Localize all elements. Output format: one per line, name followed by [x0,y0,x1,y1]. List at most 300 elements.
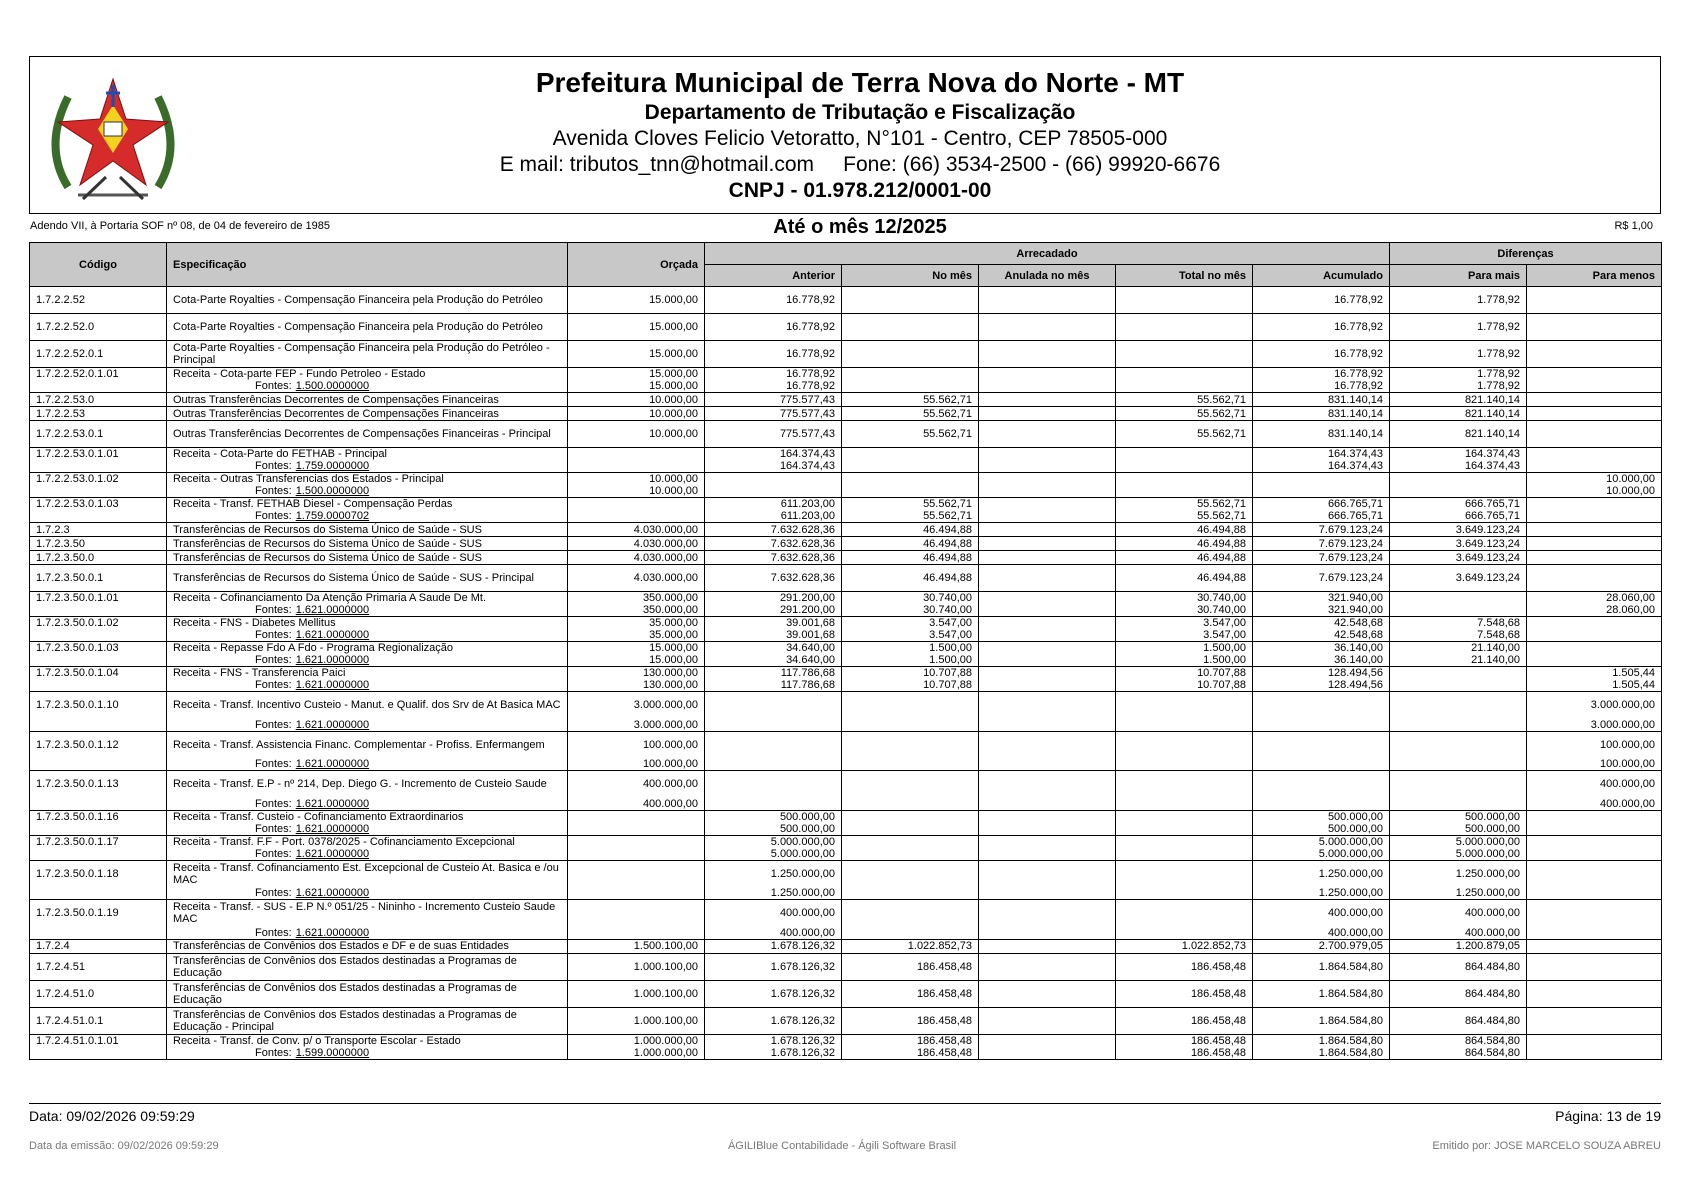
cell-orcada: 15.000,00 [568,287,705,314]
cell-para-menos [1527,953,1662,980]
cell-anterior [705,719,842,732]
fontes-row [30,510,1662,523]
cell-codigo: 1.7.2.3.50 [30,537,167,551]
cell-orcada: 35.000,00 [568,629,705,642]
fontes-value: 1.621.0000000 [295,604,370,616]
cell-orcada: 4.030.000,00 [568,523,705,537]
cell-especificacao [167,848,568,861]
cell-para-menos: 100.000,00 [1527,731,1662,758]
revenue-table [29,242,1662,1060]
cell-orcada: 350.000,00 [568,604,705,617]
cell-para-menos [1527,860,1662,887]
cell-anterior: 7.632.628,36 [705,523,842,537]
table-row [30,1034,1662,1047]
cell-anulada [979,287,1116,314]
cell-especificacao: Receita - Transf. Custeio - Cofinanciamento Extraordinarios [167,810,568,823]
cell-orcada: 100.000,00 [568,731,705,758]
table-row [30,407,1662,421]
cell-acumulado: 128.494,56 [1253,667,1390,680]
cell-orcada: 10.000,00 [568,407,705,421]
cell-anulada [979,460,1116,473]
cell-especificacao: Transferências de Convênios dos Estados destinadas a Programas de Educação [167,953,568,980]
cell-total: 10.707,88 [1116,679,1253,692]
cell-acumulado: 5.000.000,00 [1253,835,1390,848]
cell-total [1116,927,1253,940]
cell-especificacao: Cota-Parte Royalties - Compensação Financeira pela Produção do Petróleo [167,287,568,314]
cell-anterior: 611.203,00 [705,510,842,523]
cell-anterior: 611.203,00 [705,498,842,511]
cell-no-mes [842,810,979,823]
cell-acumulado: 5.000.000,00 [1253,848,1390,861]
cell-acumulado: 16.778,92 [1253,380,1390,393]
period-title: Até o mês 12/2025 [773,216,947,238]
cell-no-mes: 55.562,71 [842,393,979,407]
cell-para-mais [1390,731,1527,758]
cell-para-mais: 164.374,43 [1390,448,1527,461]
cell-especificacao [167,798,568,811]
cell-orcada [568,510,705,523]
address: Avenida Cloves Felicio Vetoratto, N°101 - Centro, CEP 78505-000 [552,127,1168,150]
cell-orcada: 400.000,00 [568,798,705,811]
cell-total [1116,485,1253,498]
fontes-label: Fontes: [255,679,292,691]
table-row [30,953,1662,980]
cell-para-mais: 5.000.000,00 [1390,835,1527,848]
cell-codigo [30,758,167,771]
cell-codigo: 1.7.2.3.50.0 [30,551,167,565]
cell-no-mes: 186.458,48 [842,1007,979,1034]
cell-para-mais [1390,473,1527,486]
cell-anterior [705,692,842,719]
cell-no-mes [842,368,979,381]
fontes-value: 1.621.0000000 [295,887,370,899]
cell-orcada: 400.000,00 [568,771,705,798]
cell-especificacao: Transferências de Recursos do Sistema Único de Saúde - SUS [167,551,568,565]
cell-total: 55.562,71 [1116,498,1253,511]
cell-anulada [979,810,1116,823]
cell-total [1116,860,1253,887]
cell-codigo: 1.7.2.2.53.0.1 [30,421,167,448]
cell-para-menos: 28.060,00 [1527,592,1662,605]
cell-anterior: 5.000.000,00 [705,835,842,848]
cell-especificacao: Transferências de Recursos do Sistema Único de Saúde - SUS [167,537,568,551]
cell-total: 186.458,48 [1116,1047,1253,1060]
cell-anulada [979,731,1116,758]
page-number: Página: 13 de 19 [1555,1108,1661,1124]
table-row [30,771,1662,798]
cell-orcada [568,900,705,927]
fontes-row [30,719,1662,732]
cell-para-menos [1527,421,1662,448]
cell-anulada [979,368,1116,381]
cell-para-mais: 3.649.123,24 [1390,565,1527,592]
cell-anterior: 291.200,00 [705,604,842,617]
cell-total: 55.562,71 [1116,407,1253,421]
cell-no-mes: 55.562,71 [842,510,979,523]
cell-no-mes: 46.494,88 [842,565,979,592]
col-especificacao: Especificação [167,243,568,287]
cell-total [1116,460,1253,473]
cell-anulada [979,380,1116,393]
cell-no-mes [842,692,979,719]
cell-para-mais [1390,692,1527,719]
cell-total: 55.562,71 [1116,421,1253,448]
fontes-value: 1.621.0000000 [295,822,370,835]
cell-anterior: 34.640,00 [705,642,842,655]
cell-para-mais: 164.374,43 [1390,460,1527,473]
fontes-label: Fontes: [255,718,292,731]
cell-codigo [30,654,167,667]
cell-orcada [568,927,705,940]
cell-total [1116,473,1253,486]
cell-para-mais: 500.000,00 [1390,823,1527,836]
cell-acumulado: 164.374,43 [1253,448,1390,461]
col-codigo: Código [30,243,167,287]
cell-no-mes [842,823,979,836]
cell-anterior: 5.000.000,00 [705,848,842,861]
cell-para-menos [1527,287,1662,314]
cell-anulada [979,473,1116,486]
cell-no-mes [842,798,979,811]
cell-anterior: 775.577,43 [705,393,842,407]
cell-acumulado: 1.864.584,80 [1253,1047,1390,1060]
cell-codigo [30,380,167,393]
cell-acumulado: 400.000,00 [1253,900,1390,927]
col-para-mais: Para mais [1390,265,1527,287]
cell-orcada: 1.000.100,00 [568,953,705,980]
cell-para-mais [1390,679,1527,692]
cell-para-mais [1390,604,1527,617]
table-row [30,642,1662,655]
cell-para-menos: 3.000.000,00 [1527,692,1662,719]
cell-anulada [979,617,1116,630]
cell-codigo: 1.7.2.3.50.0.1.19 [30,900,167,927]
table-row [30,473,1662,486]
cell-total [1116,719,1253,732]
cell-especificacao: Transferências de Convênios dos Estados destinadas a Programas de Educação - Principal [167,1007,568,1034]
cell-anterior: 39.001,68 [705,629,842,642]
cell-anterior: 1.678.126,32 [705,980,842,1007]
table-row [30,565,1662,592]
cell-especificacao: Transferências de Recursos do Sistema Único de Saúde - SUS [167,523,568,537]
cell-acumulado [1253,692,1390,719]
cell-anulada [979,642,1116,655]
cell-especificacao: Transferências de Recursos do Sistema Único de Saúde - SUS - Principal [167,565,568,592]
cell-total: 30.740,00 [1116,604,1253,617]
cell-total [1116,771,1253,798]
fontes-label: Fontes: [255,926,292,939]
cell-especificacao: Receita - Transf. E.P - nº 214, Dep. Diego G. - Incremento de Custeio Saude [167,771,568,798]
cell-codigo [30,485,167,498]
cell-orcada [568,460,705,473]
cell-anulada [979,758,1116,771]
cell-para-menos [1527,629,1662,642]
cell-anterior: 34.640,00 [705,654,842,667]
cell-acumulado: 321.940,00 [1253,604,1390,617]
cell-anterior: 39.001,68 [705,617,842,630]
cell-para-mais [1390,758,1527,771]
cell-anulada [979,537,1116,551]
cell-para-menos [1527,314,1662,341]
cell-orcada: 10.000,00 [568,473,705,486]
cell-no-mes: 30.740,00 [842,604,979,617]
col-no-mes: No mês [842,265,979,287]
cell-total: 1.500,00 [1116,654,1253,667]
cell-acumulado: 321.940,00 [1253,592,1390,605]
fontes-value: 1.621.0000000 [295,718,370,731]
cell-codigo: 1.7.2.3 [30,523,167,537]
cell-especificacao [167,823,568,836]
cell-total [1116,731,1253,758]
cell-no-mes: 55.562,71 [842,498,979,511]
cell-para-menos: 10.000,00 [1527,473,1662,486]
cell-anterior: 117.786,68 [705,667,842,680]
cell-anulada [979,771,1116,798]
cell-acumulado: 7.679.123,24 [1253,565,1390,592]
cell-anterior: 16.778,92 [705,380,842,393]
cell-para-menos: 1.505,44 [1527,679,1662,692]
cell-para-menos [1527,939,1662,953]
cell-orcada [568,810,705,823]
table-row [30,448,1662,461]
col-group-arrecadado: Arrecadado [705,243,1390,265]
cell-acumulado: 7.679.123,24 [1253,537,1390,551]
cell-anterior: 164.374,43 [705,448,842,461]
cell-para-mais [1390,771,1527,798]
currency-unit: R$ 1,00 [1614,220,1653,232]
fontes-label: Fontes: [255,822,292,835]
cell-para-menos [1527,617,1662,630]
cell-orcada [568,823,705,836]
cell-para-mais: 864.484,80 [1390,953,1527,980]
cell-no-mes: 30.740,00 [842,592,979,605]
cell-orcada: 1.000.000,00 [568,1034,705,1047]
cell-para-menos [1527,1007,1662,1034]
contact-info: E mail: tributos_tnn@hotmail.com Fone: (66) 3534-2500 - (66) 99920-6676 [499,153,1221,176]
cell-codigo: 1.7.2.4 [30,939,167,953]
cell-no-mes [842,341,979,368]
cell-para-mais: 1.778,92 [1390,287,1527,314]
cell-total [1116,798,1253,811]
cell-para-mais: 821.140,14 [1390,407,1527,421]
cell-codigo: 1.7.2.2.53.0.1.03 [30,498,167,511]
cell-especificacao: Receita - Transf. de Conv. p/ o Transporte Escolar - Estado [167,1034,568,1047]
cell-para-mais: 3.649.123,24 [1390,523,1527,537]
cell-codigo [30,460,167,473]
cell-especificacao: Receita - Transf. Cofinanciamento Est. Excepcional de Custeio At. Basica e /ou MAC [167,860,568,887]
fontes-label: Fontes: [255,1046,292,1059]
cell-para-mais: 3.649.123,24 [1390,551,1527,565]
cell-para-mais: 864.484,80 [1390,980,1527,1007]
fontes-value: 1.500.0000000 [295,485,370,497]
cell-total: 55.562,71 [1116,393,1253,407]
cell-para-menos [1527,523,1662,537]
cell-total [1116,887,1253,900]
cell-especificacao: Cota-Parte Royalties - Compensação Financeira pela Produção do Petróleo - Principal [167,341,568,368]
cell-para-menos [1527,1034,1662,1047]
table-row [30,368,1662,381]
fontes-row [30,848,1662,861]
cell-orcada [568,848,705,861]
cell-no-mes: 1.500,00 [842,654,979,667]
cell-para-menos [1527,848,1662,861]
cell-total: 3.547,00 [1116,617,1253,630]
cell-total: 186.458,48 [1116,1007,1253,1034]
cell-para-menos [1527,510,1662,523]
cell-para-menos: 3.000.000,00 [1527,719,1662,732]
cell-total: 46.494,88 [1116,537,1253,551]
cell-anulada [979,448,1116,461]
cell-para-mais: 821.140,14 [1390,421,1527,448]
cell-para-menos [1527,810,1662,823]
cell-no-mes [842,848,979,861]
cell-para-menos [1527,654,1662,667]
cell-no-mes: 1.500,00 [842,642,979,655]
fontes-label: Fontes: [255,510,292,522]
cell-codigo: 1.7.2.2.53.0 [30,393,167,407]
cell-anulada [979,565,1116,592]
cell-acumulado: 16.778,92 [1253,341,1390,368]
table-row [30,421,1662,448]
cell-acumulado: 831.140,14 [1253,407,1390,421]
cell-orcada: 15.000,00 [568,368,705,381]
cell-especificacao [167,887,568,900]
cell-acumulado: 42.548,68 [1253,617,1390,630]
cell-anterior: 775.577,43 [705,407,842,421]
cell-anterior [705,485,842,498]
cell-orcada: 15.000,00 [568,654,705,667]
cell-codigo: 1.7.2.3.50.0.1.17 [30,835,167,848]
col-para-menos: Para menos [1527,265,1662,287]
cell-no-mes: 46.494,88 [842,551,979,565]
cell-para-menos [1527,380,1662,393]
cell-no-mes: 10.707,88 [842,679,979,692]
cell-orcada: 1.500.100,00 [568,939,705,953]
cell-anulada [979,835,1116,848]
cell-anterior: 1.678.126,32 [705,1034,842,1047]
cell-anterior: 1.678.126,32 [705,953,842,980]
cell-anulada [979,485,1116,498]
cell-orcada: 3.000.000,00 [568,692,705,719]
cell-anterior: 164.374,43 [705,460,842,473]
cell-anulada [979,523,1116,537]
cell-orcada: 10.000,00 [568,393,705,407]
cell-para-menos [1527,341,1662,368]
cell-para-menos [1527,537,1662,551]
table-row [30,314,1662,341]
cell-para-mais: 500.000,00 [1390,810,1527,823]
col-orcada: Orçada [568,243,705,287]
cell-acumulado: 666.765,71 [1253,498,1390,511]
cell-especificacao [167,654,568,667]
cell-anulada [979,848,1116,861]
cell-total [1116,380,1253,393]
cell-no-mes [842,731,979,758]
cell-anterior: 500.000,00 [705,810,842,823]
fontes-row [30,380,1662,393]
cell-codigo: 1.7.2.2.52.0.1.01 [30,368,167,381]
cell-acumulado: 1.250.000,00 [1253,887,1390,900]
cell-codigo: 1.7.2.4.51.0.1 [30,1007,167,1034]
table-row [30,287,1662,314]
cell-total [1116,314,1253,341]
cell-para-menos [1527,448,1662,461]
cell-para-menos: 28.060,00 [1527,604,1662,617]
cell-para-menos: 400.000,00 [1527,798,1662,811]
table-row [30,617,1662,630]
cell-especificacao: Receita - Transf. Assistencia Financ. Complementar - Profiss. Enfermangem [167,731,568,758]
table-row [30,551,1662,565]
cell-anulada [979,421,1116,448]
cell-anulada [979,654,1116,667]
fontes-row [30,758,1662,771]
cell-anulada [979,953,1116,980]
cell-para-mais: 21.140,00 [1390,654,1527,667]
cell-anulada [979,798,1116,811]
cell-anulada [979,510,1116,523]
print-date: Data: 09/02/2026 09:59:29 [29,1108,195,1124]
fontes-label: Fontes: [255,460,292,472]
table-row [30,939,1662,953]
cell-para-menos [1527,980,1662,1007]
cell-anterior [705,771,842,798]
fontes-label: Fontes: [255,758,292,770]
fontes-row [30,679,1662,692]
table-row [30,900,1662,927]
cell-codigo: 1.7.2.3.50.0.1.02 [30,617,167,630]
fontes-row [30,1047,1662,1060]
cell-anterior: 16.778,92 [705,368,842,381]
cell-acumulado: 16.778,92 [1253,287,1390,314]
cell-especificacao: Receita - Cota-Parte do FETHAB - Principal [167,448,568,461]
cell-para-menos [1527,565,1662,592]
cell-especificacao: Receita - Transf. FETHAB Diesel - Compensação Perdas [167,498,568,511]
cell-anulada [979,407,1116,421]
cell-no-mes: 3.547,00 [842,629,979,642]
cell-para-mais: 864.584,80 [1390,1034,1527,1047]
fontes-row [30,654,1662,667]
cell-codigo: 1.7.2.2.53.0.1.01 [30,448,167,461]
cell-no-mes: 55.562,71 [842,421,979,448]
cell-para-mais: 1.778,92 [1390,314,1527,341]
cell-codigo: 1.7.2.3.50.0.1.03 [30,642,167,655]
cell-anulada [979,900,1116,927]
col-acumulado: Acumulado [1253,265,1390,287]
cell-total: 1.500,00 [1116,642,1253,655]
cell-acumulado: 1.250.000,00 [1253,860,1390,887]
fontes-row [30,927,1662,940]
cell-acumulado: 164.374,43 [1253,460,1390,473]
cell-anulada [979,1007,1116,1034]
cell-total [1116,368,1253,381]
cell-total [1116,900,1253,927]
cell-anterior: 7.632.628,36 [705,565,842,592]
cell-total [1116,848,1253,861]
cell-acumulado: 7.679.123,24 [1253,523,1390,537]
table-row [30,592,1662,605]
cell-para-menos [1527,551,1662,565]
cell-para-mais: 7.548,68 [1390,617,1527,630]
cell-especificacao: Receita - Transf. F.F - Port. 0378/2025 - Cofinanciamento Excepcional [167,835,568,848]
cell-para-mais [1390,719,1527,732]
cell-orcada: 4.030.000,00 [568,537,705,551]
cell-total [1116,448,1253,461]
cell-acumulado [1253,485,1390,498]
table-row [30,835,1662,848]
cell-total: 10.707,88 [1116,667,1253,680]
fontes-value: 1.599.0000000 [295,1046,370,1059]
cell-para-mais: 1.250.000,00 [1390,860,1527,887]
